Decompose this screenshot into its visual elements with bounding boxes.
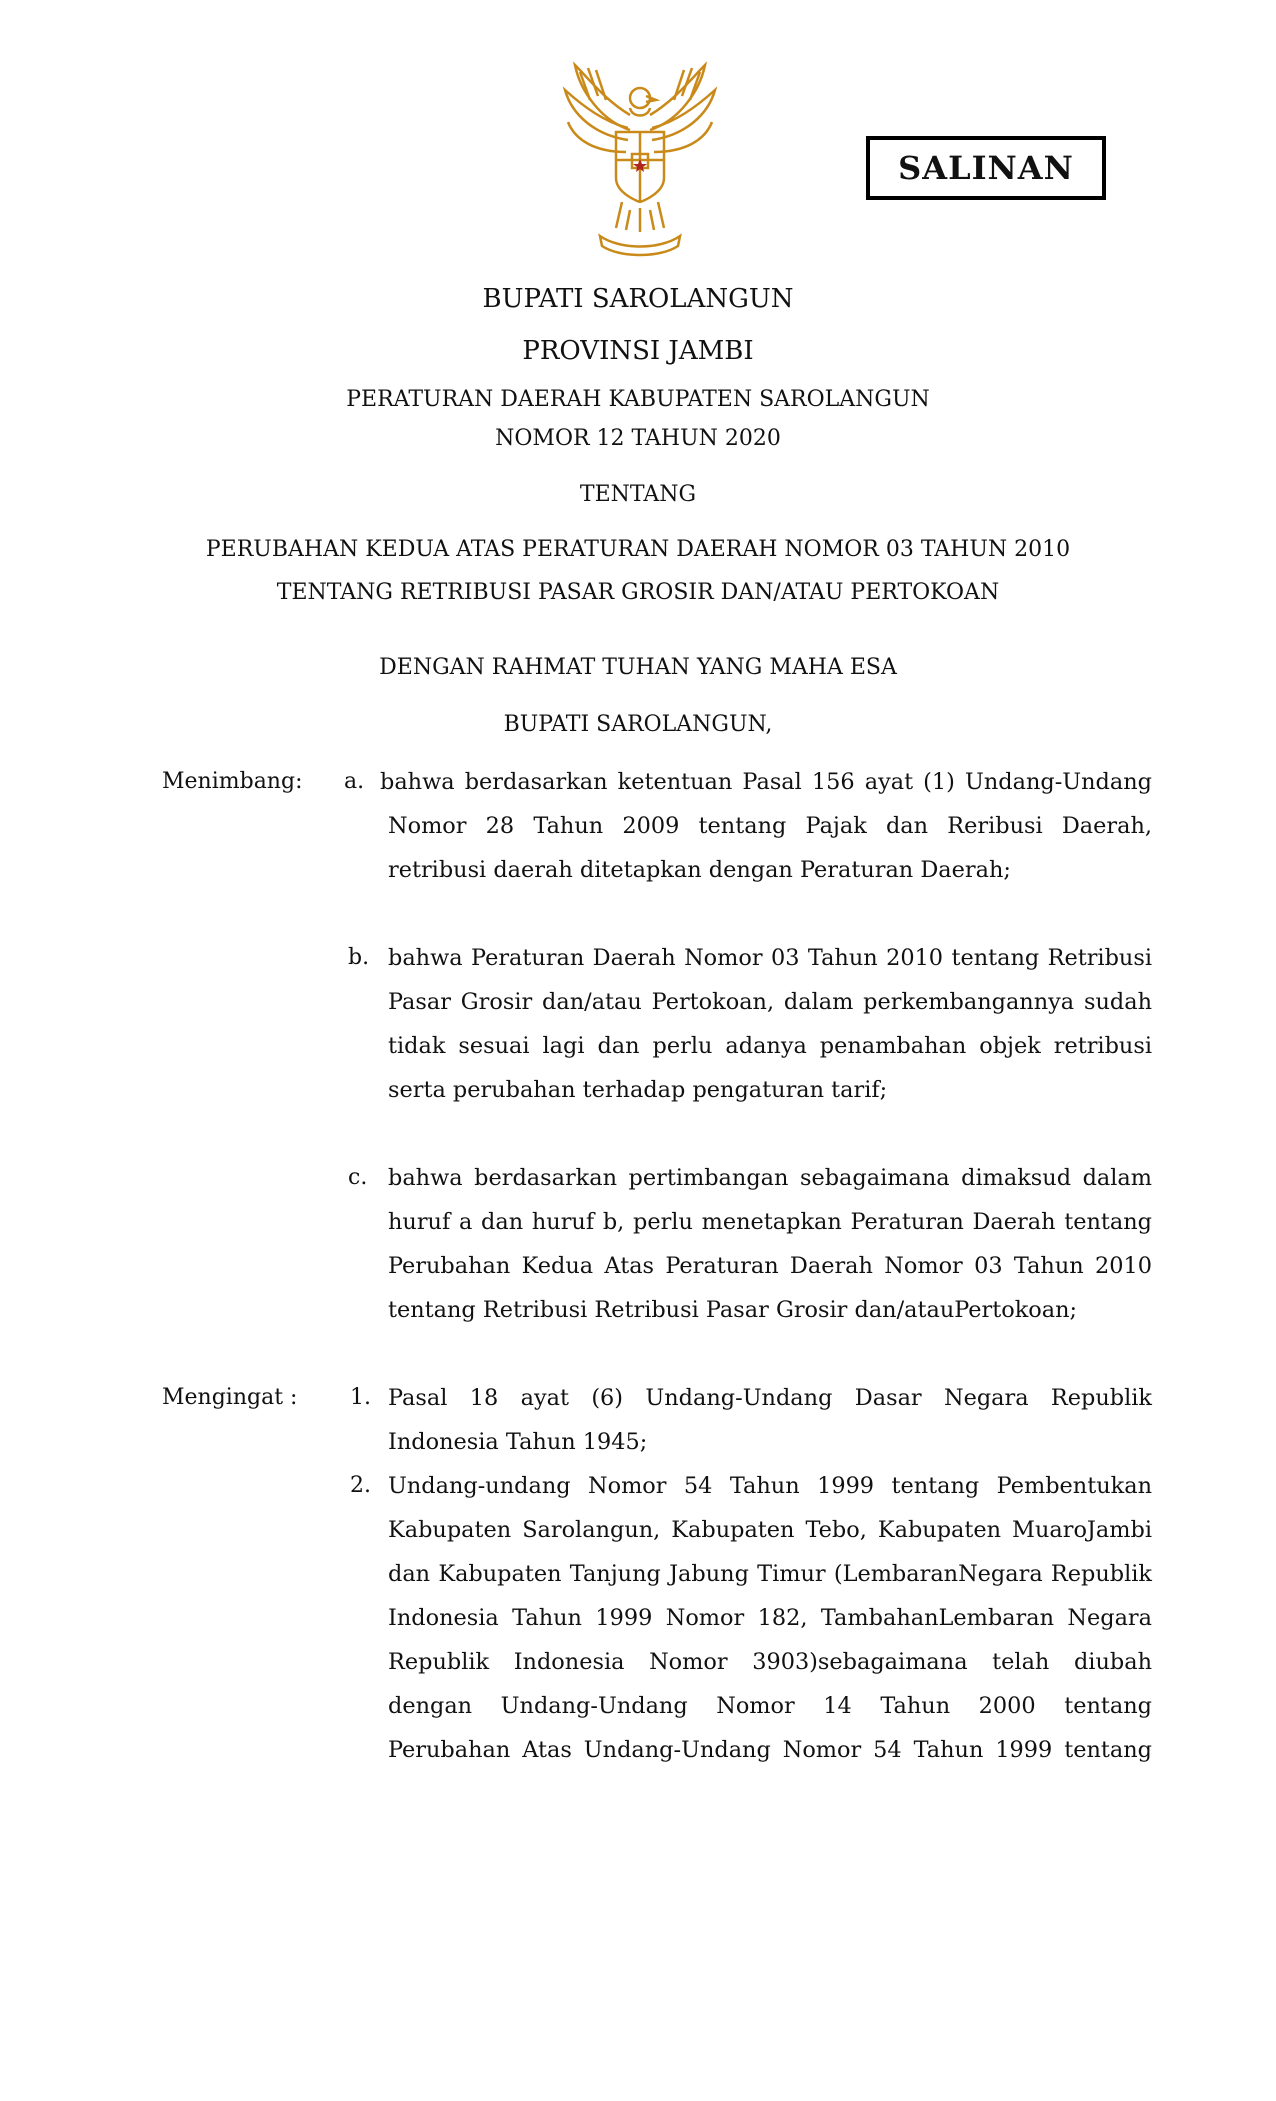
salinan-stamp: SALINAN xyxy=(866,136,1106,200)
menimbang-item-a: bahwa berdasarkan ketentuan Pasal 156 ayat (1) Undang-Undang Nomor 28 Tahun 2009 tentang Pajak dan Reribusi Daerah, retribusi daerah ditetapkan dengan Peraturan Daerah; xyxy=(380,769,1152,883)
menimbang-label: Menimbang: xyxy=(162,769,303,794)
mengingat-label: Mengingat : xyxy=(162,1385,298,1410)
mengingat-marker-2: 2. xyxy=(350,1473,371,1498)
menimbang-item-c: bahwa berdasarkan pertimbangan sebagaimana dimaksud dalam huruf a dan huruf b, perlu menetapkan Peraturan Daerah tentang Perubahan Kedua Atas Peraturan Daerah Nomor 03 Tahun 2010 tentang Retribusi Retribusi Pasar Grosir dan/atauPertokoan; xyxy=(388,1165,1152,1323)
menimbang-marker-c: c. xyxy=(348,1165,368,1190)
regulation-subject-line1: PERUBAHAN KEDUA ATAS PERATURAN DAERAH NOMOR 03 TAHUN 2010 xyxy=(205,537,1071,562)
menimbang-item-b: bahwa Peraturan Daerah Nomor 03 Tahun 2010 tentang Retribusi Pasar Grosir dan/atau Pertokoan, dalam perkembangannya sudah tidak sesuai lagi dan perlu adanya penambahan objek retribusi serta perubahan terhadap pengaturan tarif; xyxy=(388,945,1152,1103)
regulation-number: NOMOR 12 TAHUN 2020 xyxy=(495,426,781,451)
header-regent: BUPATI SAROLANGUN xyxy=(482,284,794,314)
garuda-emblem-icon xyxy=(560,60,720,260)
regulation-title: PERATURAN DAERAH KABUPATEN SAROLANGUN xyxy=(346,387,930,412)
mengingat-marker-1: 1. xyxy=(350,1385,371,1410)
authority-statement: BUPATI SAROLANGUN, xyxy=(503,712,773,737)
regulation-about: TENTANG xyxy=(579,482,697,507)
mengingat-item-2: Undang-undang Nomor 54 Tahun 1999 tentang Pembentukan Kabupaten Sarolangun, Kabupaten Tebo, Kabupaten MuaroJambi dan Kabupaten Tanjung Jabung Timur (LembaranNegara Republik Indonesia Tahun 1999 Nomor 182, TambahanLembaran Negara Republik Indonesia Nomor 3903)sebagaimana telah diubah dengan Undang-Undang Nomor 14 Tahun 2000 tentang Perubahan Atas Undang-Undang Nomor 54 Tahun 1999 tentang xyxy=(388,1473,1152,1763)
header-province: PROVINSI JAMBI xyxy=(522,336,754,366)
mengingat-item-1: Pasal 18 ayat (6) Undang-Undang Dasar Negara Republik Indonesia Tahun 1945; xyxy=(388,1385,1152,1455)
regulation-subject-line2: TENTANG RETRIBUSI PASAR GROSIR DAN/ATAU PERTOKOAN xyxy=(276,580,1000,605)
grace-statement: DENGAN RAHMAT TUHAN YANG MAHA ESA xyxy=(379,655,897,680)
menimbang-marker-b: b. xyxy=(348,945,370,970)
menimbang-marker-a: a. xyxy=(344,769,365,794)
